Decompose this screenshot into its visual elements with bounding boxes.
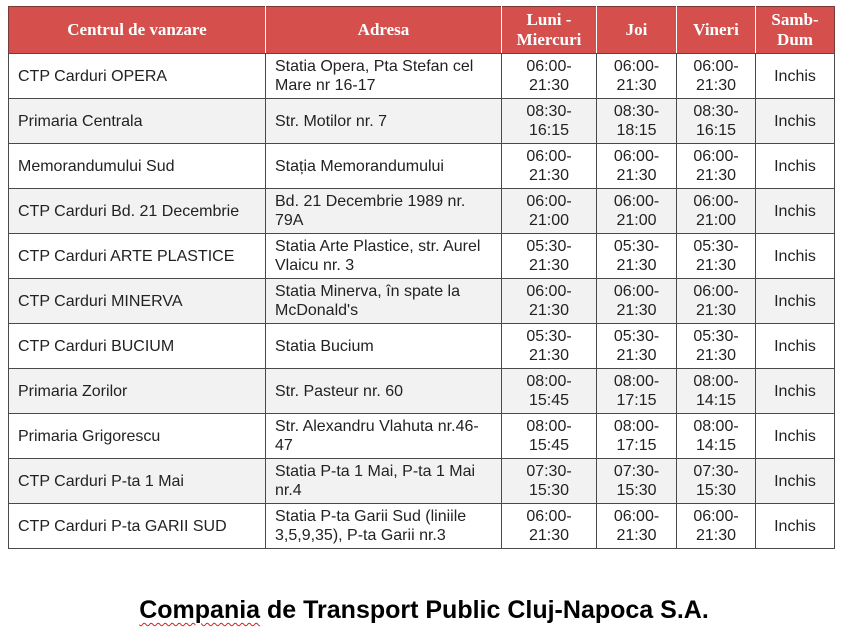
cell-hours-thu [597, 189, 677, 234]
cell-hours-mon-wed [502, 189, 597, 234]
cell-hours-thu [597, 369, 677, 414]
cell-hours-fri [677, 369, 756, 414]
cell-hours-thu [597, 279, 677, 324]
cell-hours-fri [677, 234, 756, 279]
cell-hours-mon-wed [502, 459, 597, 504]
hours-close: 15:45 [528, 437, 570, 454]
hours-close: 16:15 [695, 122, 737, 139]
hours-close: 21:30 [616, 527, 657, 544]
cell-address: Stația Memorandumului [266, 144, 502, 189]
cell-address: Statia Arte Plastice, str. Aurel Vlaicu nr. 3 [266, 234, 502, 279]
hours-close: 14:15 [695, 437, 737, 454]
cell-sat-sun: Inchis [756, 234, 835, 279]
table-header-row [9, 7, 835, 54]
hours-open: 05:30- [693, 328, 739, 345]
cell-address: Statia Opera, Pta Stefan cel Mare nr 16-17 [266, 54, 502, 99]
cell-center: CTP Carduri P-ta 1 Mai [9, 459, 266, 504]
cell-center: CTP Carduri MINERVA [9, 279, 266, 324]
cell-address: Str. Pasteur nr. 60 [266, 369, 502, 414]
hours-open: 08:30- [526, 103, 572, 120]
cell-hours-mon-wed [502, 234, 597, 279]
cell-hours-fri [677, 324, 756, 369]
cell-address: Bd. 21 Decembrie 1989 nr. 79A [266, 189, 502, 234]
hours-close: 21:30 [616, 77, 657, 94]
header-thu: Joi [597, 7, 677, 54]
cell-address: Statia P-ta Garii Sud (liniile 3,5,9,35), P-ta Garii nr.3 [266, 504, 502, 549]
header-center: Centrul de vanzare [9, 7, 266, 54]
cell-hours-thu [597, 414, 677, 459]
table-row [9, 99, 835, 144]
cell-hours-thu [597, 324, 677, 369]
cell-hours-fri [677, 459, 756, 504]
cell-sat-sun: Inchis [756, 324, 835, 369]
hours-close: 21:30 [695, 527, 737, 544]
cell-address: Statia P-ta 1 Mai, P-ta 1 Mai nr.4 [266, 459, 502, 504]
cell-hours-thu [597, 504, 677, 549]
cell-hours-fri [677, 189, 756, 234]
cell-hours-mon-wed [502, 144, 597, 189]
cell-hours-fri [677, 54, 756, 99]
hours-open: 06:00- [526, 508, 572, 525]
hours-open: 06:00- [693, 58, 739, 75]
hours-open: 06:00- [526, 58, 572, 75]
cell-center: Primaria Zorilor [9, 369, 266, 414]
hours-close: 14:15 [695, 392, 737, 409]
hours-close: 17:15 [616, 437, 657, 454]
table-row [9, 459, 835, 504]
hours-open: 06:00- [613, 193, 660, 210]
header-fri: Vineri [677, 7, 756, 54]
hours-close: 21:30 [528, 77, 570, 94]
hours-open: 08:00- [526, 373, 572, 390]
schedule-sheet [8, 6, 834, 549]
hours-close: 21:30 [528, 347, 570, 364]
header-mon-wed: Luni - Miercuri [502, 7, 597, 54]
header-address: Adresa [266, 7, 502, 54]
table-row [9, 324, 835, 369]
hours-close: 21:00 [528, 212, 570, 229]
table-row [9, 279, 835, 324]
hours-open: 06:00- [526, 283, 572, 300]
cell-hours-mon-wed [502, 54, 597, 99]
hours-open: 08:00- [693, 373, 739, 390]
hours-close: 16:15 [528, 122, 570, 139]
hours-open: 08:00- [693, 418, 739, 435]
table-row [9, 54, 835, 99]
table-row [9, 504, 835, 549]
cell-sat-sun: Inchis [756, 144, 835, 189]
hours-open: 05:30- [613, 238, 660, 255]
cell-center: CTP Carduri ARTE PLASTICE [9, 234, 266, 279]
hours-open: 08:30- [613, 103, 660, 120]
hours-close: 17:15 [616, 392, 657, 409]
cell-hours-fri [677, 144, 756, 189]
hours-close: 21:30 [616, 302, 657, 319]
cell-sat-sun: Inchis [756, 54, 835, 99]
cell-address: Statia Bucium [266, 324, 502, 369]
hours-close: 21:30 [695, 167, 737, 184]
hours-close: 18:15 [616, 122, 657, 139]
cell-hours-mon-wed [502, 279, 597, 324]
hours-close: 15:30 [528, 482, 570, 499]
hours-open: 06:00- [693, 508, 739, 525]
hours-open: 06:00- [613, 283, 660, 300]
cell-center: CTP Carduri OPERA [9, 54, 266, 99]
hours-open: 05:30- [526, 238, 572, 255]
cell-center: CTP Carduri P-ta GARII SUD [9, 504, 266, 549]
table-row [9, 234, 835, 279]
hours-open: 06:00- [693, 283, 739, 300]
cell-center: CTP Carduri Bd. 21 Decembrie [9, 189, 266, 234]
hours-open: 06:00- [526, 193, 572, 210]
hours-open: 08:00- [613, 373, 660, 390]
cell-center: Memorandumului Sud [9, 144, 266, 189]
cell-center: Primaria Centrala [9, 99, 266, 144]
cell-hours-mon-wed [502, 414, 597, 459]
cell-hours-mon-wed [502, 324, 597, 369]
hours-close: 21:30 [528, 257, 570, 274]
cell-sat-sun: Inchis [756, 459, 835, 504]
hours-open: 06:00- [693, 148, 739, 165]
hours-close: 21:30 [695, 257, 737, 274]
cell-hours-thu [597, 144, 677, 189]
hours-open: 07:30- [613, 463, 660, 480]
hours-close: 21:30 [528, 167, 570, 184]
header-sat-sun: Samb-Dum [756, 7, 835, 54]
hours-close: 21:30 [695, 302, 737, 319]
hours-close: 15:45 [528, 392, 570, 409]
hours-open: 05:30- [693, 238, 739, 255]
hours-close: 21:30 [616, 167, 657, 184]
hours-open: 06:00- [526, 148, 572, 165]
company-name-first-word: Compania [139, 596, 261, 624]
cell-hours-fri [677, 414, 756, 459]
sales-points-table [8, 6, 835, 549]
table-row [9, 189, 835, 234]
hours-open: 05:30- [526, 328, 572, 345]
hours-open: 05:30- [613, 328, 660, 345]
table-row [9, 414, 835, 459]
cell-sat-sun: Inchis [756, 99, 835, 144]
cell-center: CTP Carduri BUCIUM [9, 324, 266, 369]
cell-hours-fri [677, 504, 756, 549]
hours-close: 21:30 [616, 347, 657, 364]
hours-open: 06:00- [613, 148, 660, 165]
hours-close: 21:00 [616, 212, 657, 229]
cell-hours-fri [677, 99, 756, 144]
hours-open: 07:30- [526, 463, 572, 480]
cell-sat-sun: Inchis [756, 504, 835, 549]
hours-close: 21:30 [528, 302, 570, 319]
hours-open: 08:00- [613, 418, 660, 435]
company-name [0, 596, 848, 625]
cell-hours-mon-wed [502, 369, 597, 414]
hours-open: 06:00- [613, 508, 660, 525]
hours-close: 15:30 [695, 482, 737, 499]
hours-open: 07:30- [693, 463, 739, 480]
cell-sat-sun: Inchis [756, 279, 835, 324]
cell-address: Str. Motilor nr. 7 [266, 99, 502, 144]
hours-close: 21:30 [528, 527, 570, 544]
cell-hours-fri [677, 279, 756, 324]
cell-hours-mon-wed [502, 99, 597, 144]
hours-open: 06:00- [693, 193, 739, 210]
table-row [9, 369, 835, 414]
hours-close: 15:30 [616, 482, 657, 499]
hours-close: 21:30 [695, 347, 737, 364]
cell-hours-mon-wed [502, 504, 597, 549]
cell-sat-sun: Inchis [756, 189, 835, 234]
cell-address: Statia Minerva, în spate la McDonald's [266, 279, 502, 324]
cell-sat-sun: Inchis [756, 369, 835, 414]
cell-center: Primaria Grigorescu [9, 414, 266, 459]
cell-hours-thu [597, 234, 677, 279]
table-row [9, 144, 835, 189]
hours-close: 21:00 [695, 212, 737, 229]
cell-hours-thu [597, 99, 677, 144]
cell-hours-thu [597, 459, 677, 504]
cell-sat-sun: Inchis [756, 414, 835, 459]
hours-open: 08:00- [526, 418, 572, 435]
cell-hours-thu [597, 54, 677, 99]
cell-address: Str. Alexandru Vlahuta nr.46-47 [266, 414, 502, 459]
hours-close: 21:30 [695, 77, 737, 94]
hours-open: 08:30- [693, 103, 739, 120]
company-name-rest: de Transport Public Cluj-Napoca S.A. [260, 596, 709, 624]
hours-close: 21:30 [616, 257, 657, 274]
hours-open: 06:00- [613, 58, 660, 75]
